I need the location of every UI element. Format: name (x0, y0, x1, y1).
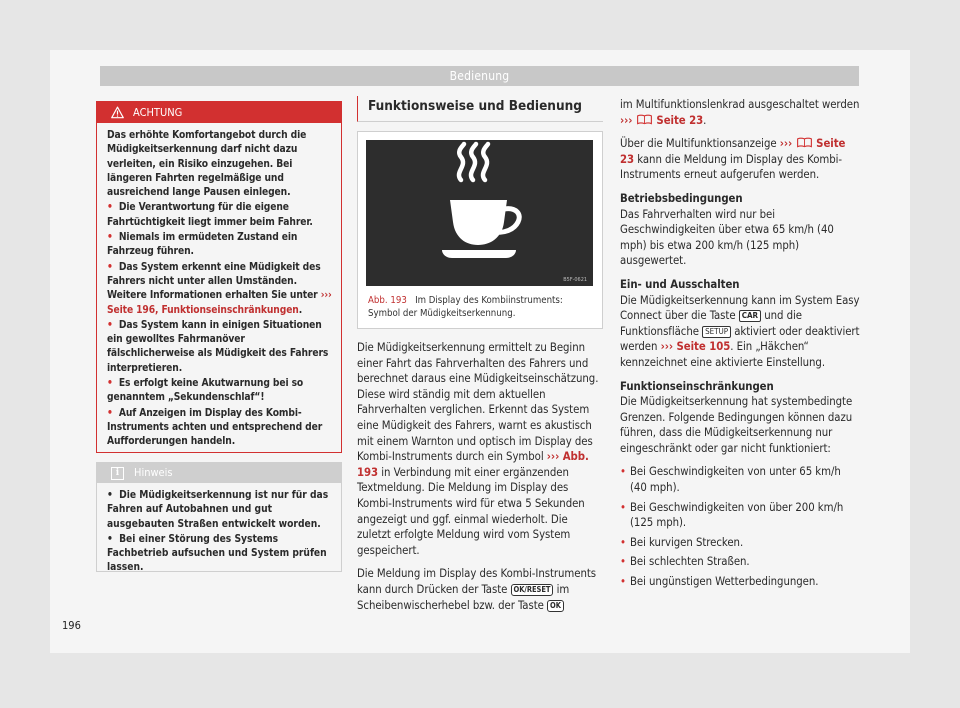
warning-item: • Es erfolgt keine Akutwarnung bei so genanntem „Sekundenschlaf“! (107, 378, 304, 404)
page-number: 196 (62, 619, 81, 632)
list-item: • Bei ungünstigen Wetterbedingungen. (620, 575, 819, 589)
bullet-icon: • (620, 535, 626, 549)
subheading: Funktionseinschränkungen (620, 379, 774, 393)
page-header-title: Bedienung (449, 69, 510, 83)
hint-item: • Bei einer Störung des Systems Fachbetrieb aufsuchen und System prüfen lassen. (107, 533, 327, 574)
bullet-icon: • (620, 465, 626, 479)
warning-body (97, 123, 341, 450)
list-item: • Bei Geschwindigkeiten von über 200 km/h (125 mph). (620, 500, 844, 530)
paragraph: im Multifunktionslenkrad ausgeschaltet werden ››› Seite 23. (620, 98, 860, 127)
setup-key-icon: SETUP (702, 326, 731, 338)
figure (357, 131, 603, 329)
paragraph: Die Müdigkeitserkennung ermittelt zu Beginn einer Fahrt das Fahrverhalten des Fahrers und berechnet daraus eine Müdigkeitseinschätzung. Diese wird ständig mit dem aktuellen Fahrverhalten verglichen. Erkennt das System eine Müdigkeit des Fahrers, warnt es akustisch mit einem Warnton und optisch im Display des Kombi-Instruments durch ein Symbol ››› Abb. 193 in Verbindung mit einer ergänzenden Textmeldung. Die Meldung im Display des Kombi-Instruments wird für etwa 5 Sekunden angezeigt und ggf. einmal wiederholt. Die zuletzt erfolgte Meldung wird vom System gespeichert. (357, 341, 599, 557)
section-title: Funktionsweise und Bedienung (357, 96, 603, 122)
paragraph: Die Meldung im Display des Kombi-Instruments kann durch Drücken der Taste OK/RESET im Scheibenwischerhebel bzw. der Taste OK (357, 567, 597, 612)
warning-triangle-icon (111, 106, 124, 119)
subheading: Ein- und Ausschalten (620, 277, 740, 291)
hint-title: Hinweis (134, 466, 173, 479)
list-item: • Bei schlechten Straßen. (620, 555, 750, 569)
car-key-icon: CAR (739, 310, 761, 322)
figure-code: B5F-0621 (563, 277, 587, 283)
bullet-icon: • (107, 319, 113, 331)
bullet-icon: • (107, 378, 113, 390)
list-item: • Bei kurvigen Strecken. (620, 535, 744, 549)
figure-caption (368, 294, 596, 320)
hint-body (97, 483, 341, 576)
warning-item: • Das System kann in einigen Situationen ein gewolltes Fahrmanöver fälschlicherweise als Müdigkeit des Fahrers interpretieren. (107, 319, 329, 374)
bullet-icon: • (620, 575, 626, 589)
bullet-icon: • (620, 500, 626, 514)
ok-key-icon: OK (547, 600, 564, 612)
bullet-icon: • (620, 555, 626, 569)
right-text (620, 97, 860, 594)
paragraph: Das Fahrverhalten wird nur bei Geschwindigkeiten über etwa 65 km/h (40 mph) bis etwa 200 km/h (125 mph) ausgewertet. (620, 207, 834, 268)
paragraph: Die Müdigkeitserkennung kann im System Easy Connect über die Taste CAR und die Funktionsfläche SETUP aktiviert oder deaktiviert werden ››› Seite 105. Ein „Häkchen“ kennzeichnet eine aktivierte Einstellung. (620, 293, 860, 369)
warning-header (97, 102, 341, 123)
warning-item: • Niemals im ermüdeten Zustand ein Fahrzeug führen. (107, 232, 298, 258)
bullet-icon: • (107, 232, 113, 244)
warning-item: • Die Verantwortung für die eigene Fahrtüchtigkeit liegt immer beim Fahrer. (107, 202, 313, 228)
info-icon: i (111, 467, 124, 480)
book-icon (796, 137, 813, 148)
bullet-icon: • (107, 261, 113, 273)
page-reference-link[interactable]: ››› Seite 23 (620, 113, 704, 127)
bullet-icon: • (107, 407, 113, 419)
figure-reference-link[interactable]: ››› Abb. 193 (357, 450, 589, 479)
hint-item: • Die Müdigkeitserkennung ist nur für das Fahren auf Autobahnen und gut ausgebauten Straßen entwickelt worden. (107, 490, 329, 530)
bullet-icon: • (107, 490, 113, 501)
list-item: • Bei Geschwindigkeiten von unter 65 km/h (40 mph). (620, 465, 841, 495)
bullet-list (620, 464, 860, 589)
subheading: Betriebsbedingungen (620, 191, 743, 205)
book-icon (636, 114, 653, 125)
paragraph: Über die Multifunktionsanzeige ››› Seite 23 kann die Meldung im Display des Kombi-Instruments erneut aufgerufen werden. (620, 137, 846, 182)
warning-box (96, 101, 342, 453)
figure-caption-text: Im Display des Kombiinstruments: Symbol der Müdigkeitserkennung. (368, 295, 563, 319)
middle-text (357, 340, 603, 621)
figure-label: Abb. 193 (368, 295, 407, 306)
page-header (100, 66, 859, 86)
page-reference-link[interactable]: ››› Seite 105 (660, 340, 731, 354)
ok-reset-key-icon: OK/RESET (511, 584, 554, 596)
paragraph: Die Müdigkeitserkennung hat systembedingte Grenzen. Folgende Bedingungen können dazu führen, dass die Müdigkeitserkennung nur eingeschränkt oder gar nicht funktioniert: (620, 395, 853, 455)
hint-header (97, 463, 341, 483)
figure-display (366, 140, 593, 286)
bullet-icon: • (107, 202, 113, 214)
coffee-cup-icon (366, 140, 593, 286)
page-reference-link[interactable]: ››› Seite 23 (620, 137, 846, 166)
hint-box (96, 462, 342, 572)
warning-intro: Das erhöhte Komfortangebot durch die Müdigkeitserkennung darf nicht dazu verleiten, ein Risiko einzugehen. Bei längeren Fahrten regelmäßige und ausreichend lange Pausen einlegen. (107, 130, 307, 199)
bullet-icon: • (107, 533, 113, 545)
page-reference-link[interactable]: ››› Seite 196, Funktionseinschränkungen (107, 290, 332, 316)
warning-item: • Auf Anzeigen im Display des Kombi-Instruments achten und entsprechend der Aufforderungen handeln. (107, 407, 323, 448)
warning-item: • Das System erkennt eine Müdigkeit des Fahrers nicht unter allen Umständen. Weitere Informationen erhalten Sie unter ››› Seite 196, Funktionseinschränkungen. (107, 261, 332, 316)
warning-title: ACHTUNG (133, 106, 183, 119)
